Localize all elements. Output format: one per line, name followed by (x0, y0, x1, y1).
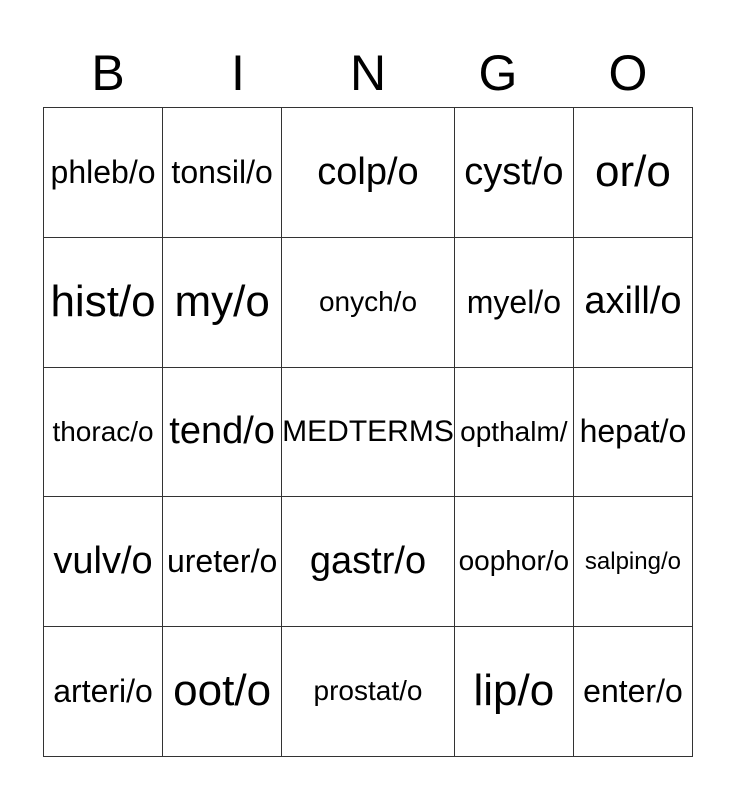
header-letter-g: G (478, 45, 518, 101)
bingo-cell[interactable]: myel/o (455, 238, 574, 368)
bingo-cell[interactable]: phleb/o (44, 108, 163, 238)
header-letter-n: N (349, 45, 387, 101)
bingo-cell[interactable]: oophor/o (455, 497, 574, 627)
bingo-cell[interactable]: salping/o (574, 497, 693, 627)
bingo-cell[interactable]: ureter/o (163, 497, 282, 627)
bingo-cell[interactable]: lip/o (455, 627, 574, 757)
bingo-grid (43, 107, 693, 757)
bingo-cell[interactable]: arteri/o (44, 627, 163, 757)
bingo-cell[interactable]: vulv/o (44, 497, 163, 627)
bingo-cell[interactable]: or/o (574, 108, 693, 238)
bingo-cell[interactable]: colp/o (282, 108, 455, 238)
bingo-cell[interactable]: opthalm/ (455, 368, 574, 498)
bingo-cell[interactable]: tonsil/o (163, 108, 282, 238)
free-space-line-2: TERMS (348, 414, 454, 448)
bingo-cell[interactable]: prostat/o (282, 627, 455, 757)
header-letter-i: I (231, 45, 245, 101)
free-space-line-1: MED (282, 414, 349, 448)
bingo-cell[interactable]: thorac/o (44, 368, 163, 498)
bingo-cell[interactable]: tend/o (163, 368, 282, 498)
bingo-header (43, 40, 693, 106)
bingo-cell[interactable]: hist/o (44, 238, 163, 368)
bingo-cell[interactable]: hepat/o (574, 368, 693, 498)
bingo-cell[interactable]: oot/o (163, 627, 282, 757)
bingo-cell[interactable]: onych/o (282, 238, 455, 368)
bingo-cell[interactable]: cyst/o (455, 108, 574, 238)
bingo-cell[interactable]: enter/o (574, 627, 693, 757)
bingo-cell[interactable]: my/o (163, 238, 282, 368)
free-space-cell[interactable] (282, 368, 455, 498)
header-letter-o: O (608, 45, 648, 101)
header-letter-b: B (91, 45, 125, 101)
bingo-cell[interactable]: gastr/o (282, 497, 455, 627)
bingo-cell[interactable]: axill/o (574, 238, 693, 368)
